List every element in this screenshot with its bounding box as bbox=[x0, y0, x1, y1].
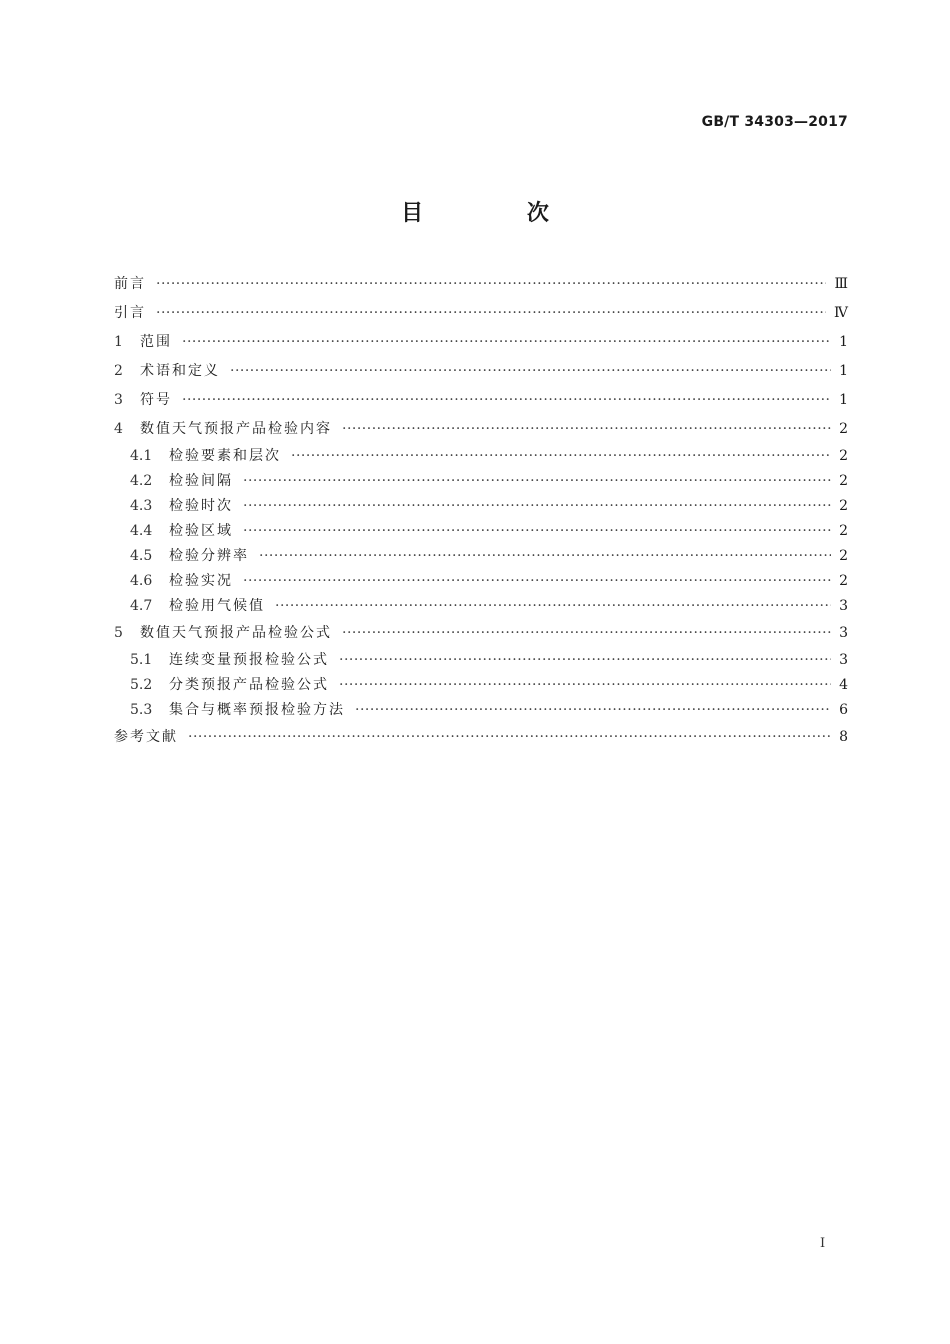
dot-leader bbox=[339, 648, 831, 673]
toc-entry-page: 2 bbox=[839, 448, 848, 464]
toc-entry-label: 检验分辨率 bbox=[169, 548, 249, 564]
table-of-contents bbox=[114, 270, 848, 752]
toc-entry-number: 5.2 bbox=[130, 677, 153, 693]
toc-entry-page: 2 bbox=[839, 498, 848, 514]
toc-entry-page: 3 bbox=[839, 625, 848, 641]
dot-leader bbox=[339, 673, 831, 698]
toc-entry[interactable] bbox=[114, 415, 848, 444]
toc-entry-label: 数值天气预报产品检验公式 bbox=[140, 625, 332, 641]
page-number: I bbox=[820, 1236, 826, 1251]
toc-entry-label: 检验区域 bbox=[169, 523, 233, 539]
toc-entry[interactable] bbox=[114, 544, 848, 569]
dot-leader bbox=[230, 357, 831, 386]
toc-entry-label: 前言 bbox=[114, 276, 146, 292]
toc-entry-label: 连续变量预报检验公式 bbox=[169, 652, 329, 668]
toc-entry-label: 范围 bbox=[140, 334, 172, 350]
toc-entry-page: 6 bbox=[839, 702, 848, 718]
toc-entry[interactable] bbox=[114, 299, 848, 328]
toc-entry-page: 3 bbox=[839, 598, 848, 614]
toc-entry-number: 2 bbox=[114, 363, 123, 379]
toc-entry-number: 5.1 bbox=[130, 652, 153, 668]
toc-entry[interactable] bbox=[114, 619, 848, 648]
dot-leader bbox=[188, 723, 831, 752]
toc-entry-label: 检验要素和层次 bbox=[169, 448, 281, 464]
toc-entry-page: 1 bbox=[839, 334, 848, 350]
toc-entry-label: 检验时次 bbox=[169, 498, 233, 514]
toc-entry-page: 1 bbox=[839, 363, 848, 379]
dot-leader bbox=[243, 494, 831, 519]
dot-leader bbox=[291, 444, 831, 469]
dot-leader bbox=[243, 519, 831, 544]
toc-entry-page: 2 bbox=[839, 421, 848, 437]
toc-entry-page: Ⅲ bbox=[834, 276, 848, 292]
toc-entry-number: 1 bbox=[114, 334, 123, 350]
toc-entry-number: 4.4 bbox=[130, 523, 153, 539]
toc-entry[interactable] bbox=[114, 723, 848, 752]
toc-entry[interactable] bbox=[114, 673, 848, 698]
toc-entry[interactable] bbox=[114, 648, 848, 673]
dot-leader bbox=[243, 469, 831, 494]
toc-entry[interactable] bbox=[114, 494, 848, 519]
toc-entry-label: 检验实况 bbox=[169, 573, 233, 589]
toc-entry-label: 术语和定义 bbox=[140, 363, 220, 379]
toc-entry-label: 符号 bbox=[140, 392, 172, 408]
dot-leader bbox=[156, 270, 826, 299]
toc-entry-label: 分类预报产品检验公式 bbox=[169, 677, 329, 693]
dot-leader bbox=[182, 386, 831, 415]
toc-entry-label: 参考文献 bbox=[114, 729, 178, 745]
toc-entry-page: 4 bbox=[839, 677, 848, 693]
dot-leader bbox=[342, 619, 831, 648]
toc-entry-page: 3 bbox=[839, 652, 848, 668]
dot-leader bbox=[342, 415, 831, 444]
toc-entry-number: 4.5 bbox=[130, 548, 153, 564]
toc-entry[interactable] bbox=[114, 594, 848, 619]
toc-entry-number: 5.3 bbox=[130, 702, 153, 718]
toc-entry-label: 检验间隔 bbox=[169, 473, 233, 489]
toc-entry[interactable] bbox=[114, 444, 848, 469]
toc-entry-page: 2 bbox=[839, 548, 848, 564]
toc-entry[interactable] bbox=[114, 469, 848, 494]
toc-entry[interactable] bbox=[114, 270, 848, 299]
dot-leader bbox=[243, 569, 831, 594]
toc-entry-number: 4.2 bbox=[130, 473, 153, 489]
toc-entry[interactable] bbox=[114, 519, 848, 544]
toc-entry[interactable] bbox=[114, 569, 848, 594]
toc-entry-label: 数值天气预报产品检验内容 bbox=[140, 421, 332, 437]
toc-entry-page: 8 bbox=[839, 729, 848, 745]
toc-entry-number: 4 bbox=[114, 421, 123, 437]
toc-entry-number: 4.6 bbox=[130, 573, 153, 589]
toc-entry-page: 2 bbox=[839, 473, 848, 489]
dot-leader bbox=[275, 594, 831, 619]
toc-entry-number: 4.7 bbox=[130, 598, 153, 614]
toc-entry-number: 3 bbox=[114, 392, 123, 408]
dot-leader bbox=[355, 698, 831, 723]
toc-entry-page: Ⅳ bbox=[834, 305, 848, 321]
toc-entry[interactable] bbox=[114, 698, 848, 723]
toc-entry-label: 引言 bbox=[114, 305, 146, 321]
toc-entry-number: 5 bbox=[114, 625, 123, 641]
toc-entry[interactable] bbox=[114, 328, 848, 357]
standard-code: GB/T 34303—2017 bbox=[701, 114, 848, 130]
toc-entry-page: 2 bbox=[839, 523, 848, 539]
toc-entry-page: 1 bbox=[839, 392, 848, 408]
toc-entry[interactable] bbox=[114, 386, 848, 415]
toc-entry[interactable] bbox=[114, 357, 848, 386]
toc-entry-label: 检验用气候值 bbox=[169, 598, 265, 614]
dot-leader bbox=[182, 328, 831, 357]
toc-title: 目 次 bbox=[401, 201, 597, 226]
toc-entry-number: 4.1 bbox=[130, 448, 153, 464]
toc-entry-label: 集合与概率预报检验方法 bbox=[169, 702, 345, 718]
dot-leader bbox=[156, 299, 826, 328]
toc-entry-number: 4.3 bbox=[130, 498, 153, 514]
toc-entry-page: 2 bbox=[839, 573, 848, 589]
dot-leader bbox=[259, 544, 831, 569]
